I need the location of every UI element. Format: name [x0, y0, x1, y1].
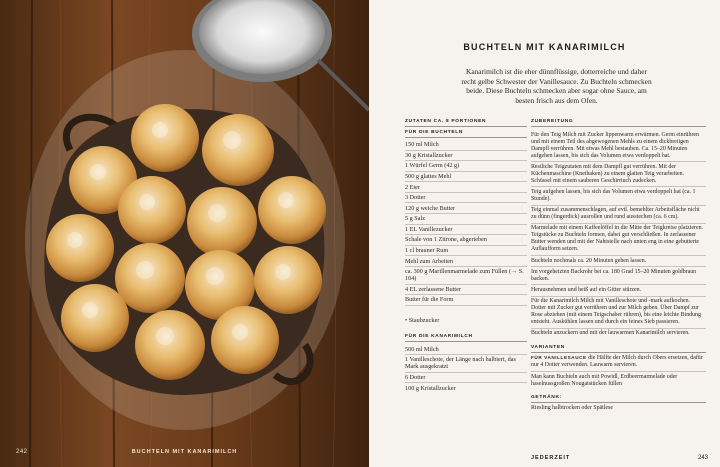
list-item: Marmelade mit einem Kaffeelöffel in die Mitte der Teigkreise platzieren. Teigstücke zu Buchteln formen, dabei gut verschließen. In zerlassener Butter wenden und mit der Nahtstelle nach unten eng in eine gebutterte Auflaufform setzen. — [531, 224, 706, 256]
list-item: Restliche Teigzutaten mit dem Dampfl gut verrühren. Mit der Küchenmaschine (Knethaken) zu einem glatten Teig verarbeiten. Schüssel mit einem sauberen Geschirrtuch zudecken. — [531, 162, 706, 187]
list-item: Buchteln nochmals ca. 20 Minuten gehen lassen. — [531, 256, 706, 267]
list-item: Butter für die Form — [405, 295, 527, 306]
ingredient-group-header: FÜR DIE BUCHTELN — [405, 130, 527, 138]
ingredients-column — [405, 119, 527, 393]
recipe-page — [369, 0, 720, 467]
variants-header: VARIANTEN — [531, 344, 565, 350]
list-item: Teig aufgehen lassen, bis sich das Volumen etwa verdoppelt hat (ca. 1 Stunde). — [531, 187, 706, 205]
list-item: Für die Kanarimilch Milch mit Vanilleschote und -mark aufkochen. Dotter mit Zucker gut verrühren und zur Milch geben. Über Dampf zur Rose abziehen (mit einem Teigschaber rühren), bis eine leichte Bindung entsteht. Auskühlen lassen und durch ein feines Sieb passieren. — [531, 297, 706, 329]
list-item: Teig einmal zusammenschlagen, auf evtl. bemehlter Arbeitsfläche nicht zu dünn (fingerdick) ausrollen und rund ausstechen (ca. 6 cm). — [531, 206, 706, 224]
list-item: 30 g Kristallzucker — [405, 151, 527, 162]
beverage-text: Riesling halbtrocken oder Spätlese — [531, 402, 706, 412]
list-item: Schale von 1 Zitrone, abgerieben — [405, 235, 527, 246]
page-number-right: 243 — [697, 455, 708, 461]
list-item: 5 g Salz — [405, 214, 527, 225]
method-steps — [531, 130, 706, 339]
page-number-left: 242 — [16, 449, 28, 455]
list-item: 4 EL zerlassene Butter — [405, 285, 527, 296]
variant-item: Man kann Buchteln auch mit Powidl, Erdbeermarmelade oder haselnussgroßen Nougatstücken füllen — [531, 373, 678, 387]
method-header: ZUBEREITUNG — [531, 119, 706, 127]
list-item: Herausnehmen und heiß auf ein Gitter stürzen. — [531, 285, 706, 296]
list-item: 500 ml Milch — [405, 344, 527, 355]
recipe-title: BUCHTELN MIT KANARIMILCH — [463, 42, 626, 52]
list-item: 120 g weiche Butter — [405, 203, 527, 214]
season-label: JEDERZEIT — [531, 455, 571, 461]
list-item: • Staubzucker — [405, 317, 440, 325]
list-item: 1 Würfel Germ (42 g) — [405, 161, 527, 172]
list-item: 1 EL Vanillezucker — [405, 225, 527, 236]
list-item: 500 g glattes Mehl — [405, 172, 527, 183]
list-item: 1 cl brauner Rum — [405, 246, 527, 257]
ingredient-list-buchteln — [405, 140, 527, 325]
ingredient-list-kanarimilch — [405, 344, 527, 393]
variant-item: FÜR VANILLESAUCE die Hälfte der Milch durch Obers ersetzen, dafür nur 4 Dotter verwenden. Lauwarm servieren. — [531, 353, 706, 372]
list-item: 2 Eier — [405, 182, 527, 193]
beverage-header: GETRÄNK: — [531, 395, 562, 401]
variants-list — [531, 352, 706, 389]
list-item: Im vorgeheizten Backrohr bei ca. 180 Grad 15–20 Minuten goldbraun backen. — [531, 267, 706, 285]
list-item: 150 ml Milch — [405, 140, 527, 151]
list-item: 1 Vanilleschote, der Länge nach halbiert, das Mark ausgekratzt — [405, 355, 527, 373]
list-item: 3 Dotter — [405, 193, 527, 204]
ingredient-group-header: FÜR DIE KANARIMILCH — [405, 334, 527, 342]
list-item: Für den Teig Milch mit Zucker lippenwarm erwärmen. Germ einrühren und mit einem Teil des abgewogenen Mehls zu einem dickbreiigen Dampfl verrühren. Mit etwas Mehl bestauben. Ca. 15–20 Minuten aufgehen lassen, bis sich das Volumen etwa verdoppelt hat. — [531, 130, 706, 162]
list-item: Buchteln anzuckern und mit der lauwarmen Kanarimilch servieren. — [531, 330, 690, 337]
list-item: Mehl zum Arbeiten — [405, 256, 527, 267]
method-column — [531, 119, 706, 412]
recipe-intro: Kanarimilch ist die eher dünnflüssige, dotterreiche und daher recht gelbe Schwester der Vanillesauce. Zu Buchteln schmecken beide. Diese Buchteln schmecken aber sogar ohne Sauce, am besten frisch aus dem Ofen. — [461, 67, 652, 105]
list-item: 6 Dotter — [405, 373, 527, 384]
running-title: BUCHTELN MIT KANARIMILCH — [131, 449, 238, 455]
list-item: 100 g Kristallzucker — [405, 384, 456, 392]
ingredients-header: ZUTATEN CA. 8 PORTIONEN — [405, 119, 527, 127]
variant-keyword: FÜR VANILLESAUCE — [531, 355, 587, 361]
list-item: ca. 300 g Marillenmarmelade zum Füllen (→ S. 104) — [405, 267, 527, 285]
